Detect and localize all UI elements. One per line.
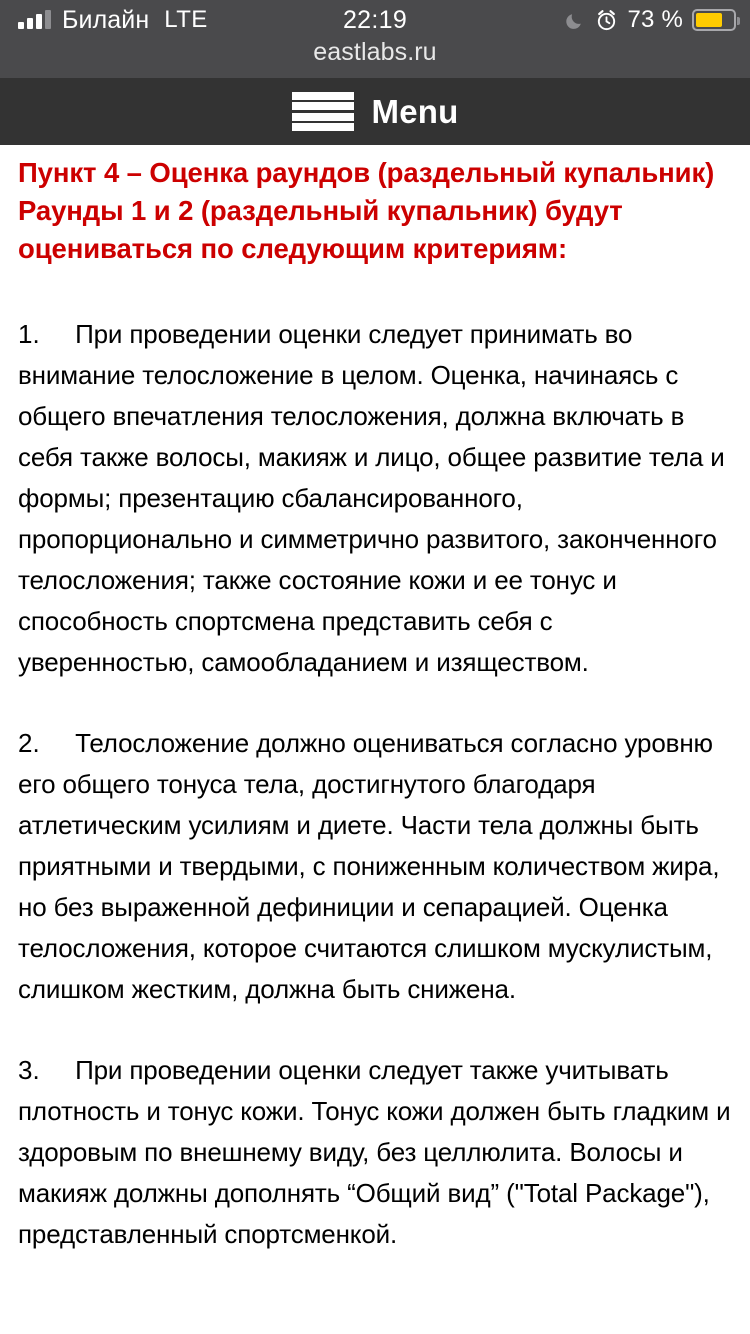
list-marker-1: 1.	[18, 319, 40, 349]
alarm-clock-icon	[595, 9, 618, 32]
url-bar[interactable]	[0, 40, 750, 78]
article-paragraph-3	[18, 1050, 732, 1255]
article-paragraph-2	[18, 723, 732, 1010]
status-bar	[0, 0, 750, 40]
spacer	[18, 683, 732, 723]
battery-percentage: 73 %	[627, 6, 683, 33]
hamburger-menu-icon[interactable]	[292, 90, 354, 134]
list-marker-3: 3.	[18, 1055, 40, 1085]
menu-label: Menu	[371, 93, 459, 130]
signal-bars-icon	[18, 11, 51, 29]
spacer	[18, 1010, 732, 1050]
moon-icon	[564, 9, 586, 31]
site-menu-bar[interactable]	[0, 78, 750, 145]
paragraph-text-3: При проведении оценки следует также учитывать плотность и тонус кожи. Тонус кожи должен быть гладким и здоровым по внешнему виду, без целлюлита. Волосы и макияж должны дополнять “Общий вид” ("Total Package"), представленный спортсменкой.	[18, 1055, 731, 1249]
spacer	[18, 268, 732, 314]
article-heading-group	[18, 145, 732, 268]
clock: 22:19	[342, 5, 408, 34]
status-bar-left	[18, 5, 208, 34]
network-type: LTE	[164, 6, 208, 33]
article-content	[0, 145, 750, 1255]
browser-chrome	[0, 0, 750, 78]
paragraph-text-1: При проведении оценки следует принимать во внимание телосложение в целом. Оценка, начинаясь с общего впечатления телосложения, должна включать в себя также волосы, макияж и лицо, общее развитие тела и формы; презентацию сбалансированного, пропорционально и симметрично развитого, законченного телосложения; также состояние кожи и ее тонус и способность спортсмена представить себя с уверенностью, самообладанием и изяществом.	[18, 319, 725, 677]
article-paragraph-1	[18, 314, 732, 683]
article-heading-1: Пункт 4 – Оценка раундов (раздельный купальник)	[18, 157, 715, 188]
url-text: eastlabs.ru	[313, 38, 437, 66]
carrier-name: Билайн	[62, 5, 150, 34]
status-bar-right	[564, 8, 736, 32]
paragraph-text-2: Телосложение должно оцениваться согласно уровню его общего тонуса тела, достигнутого благодаря атлетическим усилиям и диете. Части тела должны быть приятными и твердыми, с пониженным количеством жира, но без выраженной дефиниции и сепарацией. Оценка телосложения, которое считаются слишком мускулистым, слишком жестким, должна быть снижена.	[18, 728, 720, 1004]
battery-icon	[692, 9, 736, 31]
list-marker-2: 2.	[18, 728, 40, 758]
article-heading-2: Раунды 1 и 2 (раздельный купальник) будут оцениваться по следующим критериям:	[18, 195, 623, 264]
